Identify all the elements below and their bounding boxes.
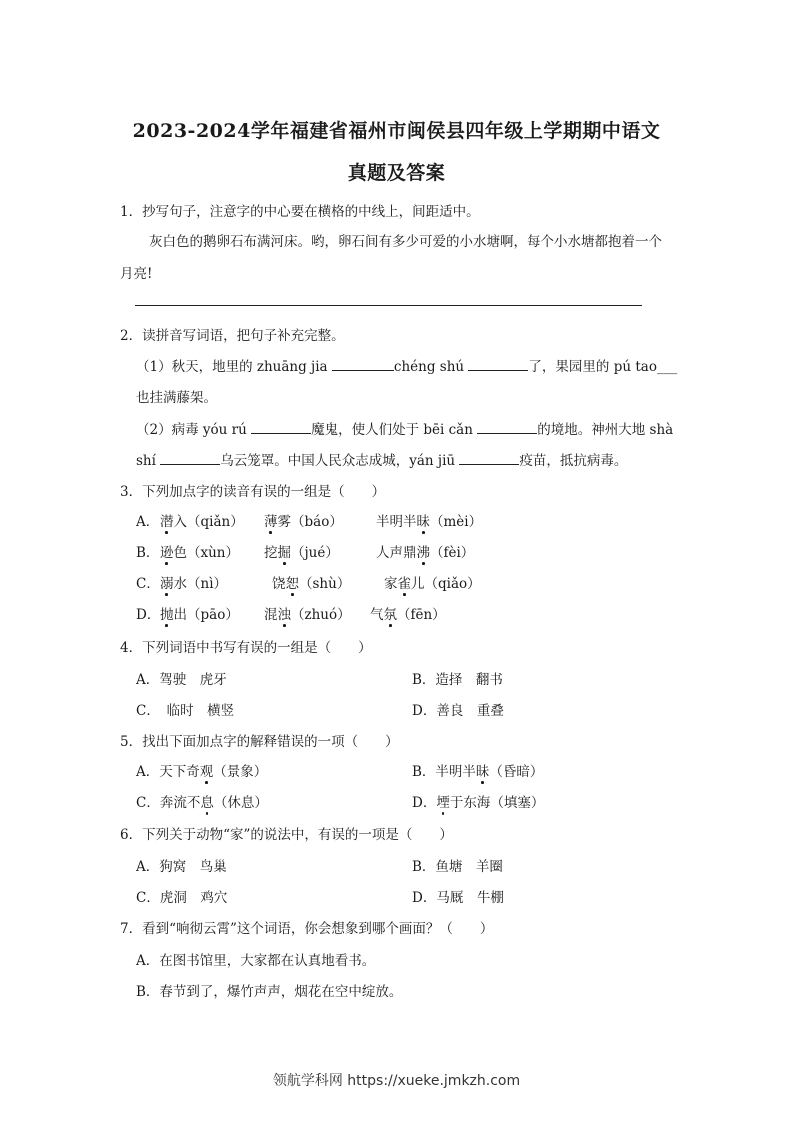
q3-b-word2-rest: （jué） bbox=[291, 545, 339, 561]
q3-a-word3-pre: 半明半 bbox=[376, 514, 417, 530]
q5-c-dotted: 息 bbox=[200, 791, 214, 811]
q3-d-dotted-1: 抛 bbox=[160, 603, 174, 623]
q2-p2-text-e: 乌云笼罩。中国人民众志成城，yán jiū bbox=[220, 453, 456, 469]
q3-option-b-label: B． bbox=[136, 545, 160, 561]
q3-option-d-label: D． bbox=[136, 607, 161, 623]
q4-option-d[interactable]: D．善良 重叠 bbox=[412, 703, 504, 719]
q4-option-b[interactable]: B．造择 翻书 bbox=[412, 672, 503, 688]
q4-option-a[interactable]: A．驾驶 虎牙 bbox=[136, 672, 227, 688]
q3-option-a-label: A． bbox=[136, 514, 160, 530]
q5-d-pre: D． bbox=[412, 795, 437, 811]
q3-option-c-word3 bbox=[384, 572, 481, 592]
q4-option-c[interactable]: C． 临时 横竖 bbox=[136, 703, 235, 719]
q5-a-rest: （景象） bbox=[213, 764, 268, 780]
q5-option-d[interactable] bbox=[412, 791, 544, 811]
q3-c-dotted-2: 恕 bbox=[286, 572, 300, 592]
q3-option-a-word1 bbox=[160, 510, 244, 530]
q3-b-dotted-1: 逊 bbox=[160, 541, 174, 561]
q3-option-c-word1 bbox=[160, 572, 227, 592]
q2-p2-text-b: 魔鬼，使人们处于 bēi cǎn bbox=[311, 422, 473, 438]
q1-text-line1: 灰白色的鹅卵石布满河床。哟，卵石间有多少可爱的小水塘啊，每个小水塘都抱着一个 bbox=[149, 234, 662, 250]
q5-d-rest: 于东海（填塞） bbox=[449, 795, 545, 811]
q5-b-pre: B．半明半 bbox=[412, 764, 476, 780]
q3-b-word2-pre: 挖 bbox=[264, 545, 278, 561]
q2-p1-text-c: 了，果园里的 pú tao___ bbox=[528, 359, 678, 375]
q3-c-dotted-1: 溺 bbox=[160, 572, 174, 592]
q3-option-b-word3 bbox=[376, 541, 474, 561]
q5-option-a[interactable] bbox=[136, 760, 267, 780]
q3-option-d-word1 bbox=[160, 603, 239, 623]
q5-stem: 5．找出下面加点字的解释错误的一项（ ） bbox=[120, 734, 399, 750]
q5-option-c[interactable] bbox=[136, 791, 268, 811]
q3-option-a-word2 bbox=[264, 510, 343, 530]
q3-d-word3-pre: 气 bbox=[370, 607, 384, 623]
q3-a-word3-rest: （mèi） bbox=[430, 514, 483, 530]
q2-p2-text-f: 疫苗，抵抗病毒。 bbox=[519, 453, 628, 469]
q3-b-word3-rest: （fèi） bbox=[430, 545, 475, 561]
q5-b-rest: （昏暗） bbox=[489, 764, 544, 780]
q3-c-word1-rest: 水（nì） bbox=[173, 576, 228, 592]
q2-p2-text-d: shí bbox=[136, 453, 156, 469]
q3-d-word2-rest: （zhuó） bbox=[291, 607, 351, 623]
q2-blank-6[interactable] bbox=[459, 450, 519, 465]
q3-c-word3-rest: 儿（qiǎo） bbox=[411, 576, 481, 592]
q2-blank-3[interactable] bbox=[251, 419, 311, 434]
q5-c-rest: （休息） bbox=[213, 795, 268, 811]
q3-c-word3-pre: 家 bbox=[384, 576, 398, 592]
q5-a-pre: A．天下奇 bbox=[136, 764, 200, 780]
q6-option-a[interactable]: A．狗窝 鸟巢 bbox=[136, 859, 227, 875]
q2-part2-line1 bbox=[136, 418, 673, 438]
q3-a-dotted-3: 昧 bbox=[417, 510, 431, 530]
q2-blank-1[interactable] bbox=[332, 356, 394, 371]
q6-stem: 6．下列关于动物“家”的说法中，有误的一项是（ ） bbox=[120, 827, 453, 843]
q2-stem: 2．读拼音写词语，把句子补充完整。 bbox=[120, 328, 345, 344]
q3-option-b-word1 bbox=[160, 541, 239, 561]
q2-part2-line2 bbox=[136, 449, 627, 469]
q5-d-dotted: 堙 bbox=[436, 791, 450, 811]
q5-a-dotted: 观 bbox=[200, 760, 214, 780]
q2-blank-4[interactable] bbox=[477, 419, 537, 434]
q5-b-dotted: 昧 bbox=[476, 760, 490, 780]
q3-d-dotted-2: 浊 bbox=[278, 603, 292, 623]
q3-a-dotted-1: 潜 bbox=[160, 510, 174, 530]
q3-option-d-word3 bbox=[370, 603, 446, 623]
q3-b-dotted-3: 沸 bbox=[417, 541, 431, 561]
q2-blank-2[interactable] bbox=[468, 356, 528, 371]
q3-d-word1-rest: 出（pāo） bbox=[173, 607, 239, 623]
q6-option-b[interactable]: B．鱼塘 羊圈 bbox=[412, 859, 503, 875]
document-title-line1: 2023-2024学年福建省福州市闽侯县四年级上学期期中语文 bbox=[132, 120, 661, 142]
q1-stem: 1．抄写句子，注意字的中心要在横格的中线上，间距适中。 bbox=[120, 204, 480, 220]
q3-option-a-word3 bbox=[376, 510, 482, 530]
q4-stem: 4．下列词语中书写有误的一组是（ ） bbox=[120, 640, 372, 656]
q3-d-dotted-3: 氛 bbox=[384, 603, 398, 623]
q3-d-word3-rest: （fēn） bbox=[397, 607, 446, 623]
q1-text-line2: 月亮! bbox=[120, 266, 153, 282]
q3-b-word3-pre: 人声鼎 bbox=[376, 545, 417, 561]
q3-option-c-word2 bbox=[272, 572, 350, 592]
q3-d-word2-pre: 混 bbox=[264, 607, 278, 623]
q3-b-dotted-2: 掘 bbox=[278, 541, 292, 561]
q3-c-word2-rest: （shù） bbox=[299, 576, 351, 592]
q1-writing-line bbox=[135, 305, 642, 306]
q3-b-word1-rest: 色（xùn） bbox=[173, 545, 240, 561]
q2-p1-text-a: （1）秋天，地里的 zhuāng jia bbox=[136, 359, 328, 375]
q3-option-c-label: C． bbox=[136, 576, 160, 592]
q3-stem: 3．下列加点字的读音有误的一组是（ ） bbox=[120, 484, 386, 500]
q7-option-a[interactable]: A．在图书馆里，大家都在认真地看书。 bbox=[136, 953, 376, 969]
q7-stem: 7．看到“响彻云霄”这个词语，你会想象到哪个画面？（ ） bbox=[120, 921, 494, 937]
q6-option-c[interactable]: C．虎洞 鸡穴 bbox=[136, 890, 228, 906]
q6-option-d[interactable]: D．马厩 牛棚 bbox=[412, 890, 504, 906]
q2-p2-text-c: 的境地。神州大地 shà bbox=[537, 422, 674, 438]
q2-blank-5[interactable] bbox=[160, 450, 220, 465]
q3-a-word2-rest: 雾（báo） bbox=[277, 514, 343, 530]
q3-a-word1-rest: 入（qiǎn） bbox=[173, 514, 244, 530]
document-title-line2: 真题及答案 bbox=[347, 162, 446, 184]
q2-p1-text-b: chéng shú bbox=[393, 359, 465, 375]
q2-part1-line1 bbox=[136, 355, 677, 375]
q3-option-b-word2 bbox=[264, 541, 339, 561]
q2-p1-text-d: 也挂满藤架。 bbox=[136, 390, 217, 406]
q5-c-pre: C．奔流不 bbox=[136, 795, 201, 811]
footer-watermark: 领航学科网 https://xueke.jmkzh.com bbox=[272, 1073, 521, 1089]
q3-c-word2-pre: 饶 bbox=[272, 576, 286, 592]
q3-a-dotted-2: 薄 bbox=[264, 510, 278, 530]
q7-option-b[interactable]: B．春节到了，爆竹声声，烟花在空中绽放。 bbox=[136, 984, 403, 1000]
q3-c-dotted-3: 雀 bbox=[398, 572, 412, 592]
q2-p2-text-a: （2）病毒 yóu rú bbox=[136, 422, 247, 438]
q3-option-d-word2 bbox=[264, 603, 351, 623]
q5-option-b[interactable] bbox=[412, 760, 543, 780]
